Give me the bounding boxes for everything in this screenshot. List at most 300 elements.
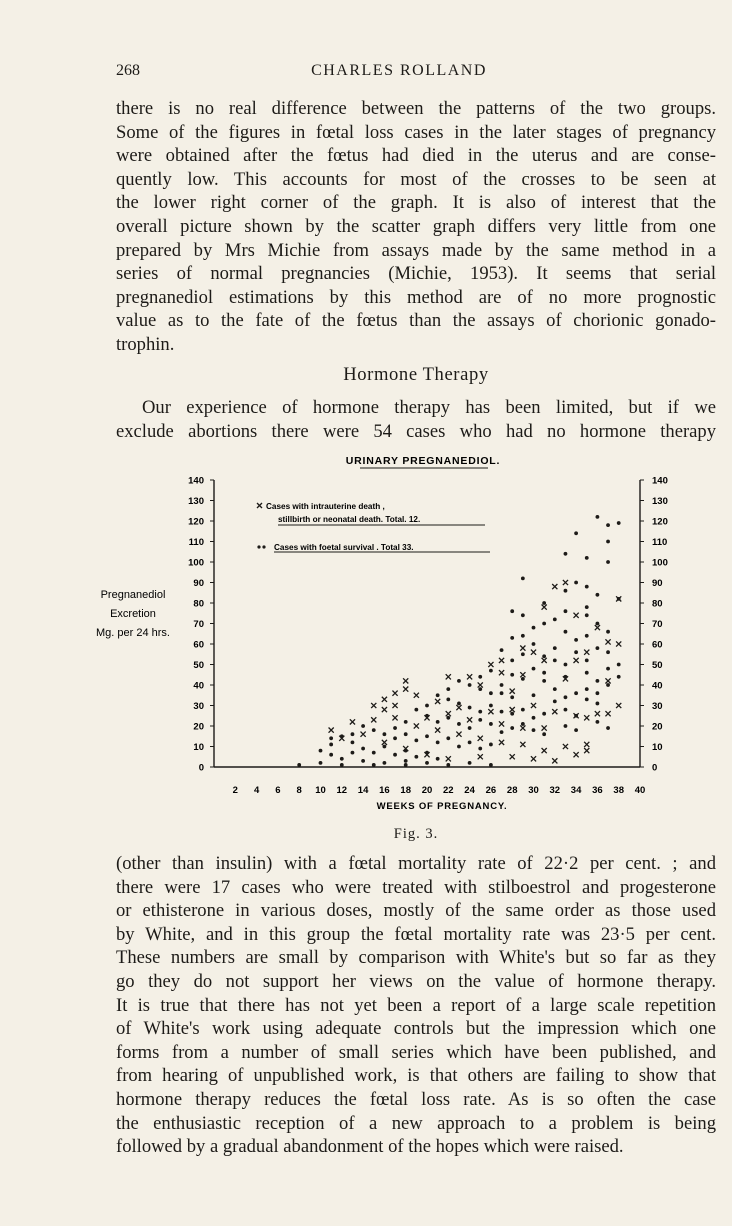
scatter-cross (361, 732, 366, 737)
scatter-dot (585, 605, 589, 609)
text-line: of White's work using adequate controls but the impression which one (116, 1018, 716, 1040)
scatter-cross (478, 682, 483, 687)
scatter-dot (436, 693, 440, 697)
scatter-cross (403, 687, 408, 692)
scatter-dot (361, 747, 365, 751)
scatter-cross (520, 672, 525, 677)
scatter-dot (340, 757, 344, 761)
y-tick-label: 130 (188, 496, 204, 507)
x-tick-label: 20 (421, 785, 433, 796)
scatter-dot (574, 650, 578, 654)
scatter-cross (446, 674, 451, 679)
scatter-dot (361, 759, 365, 763)
scatter-cross (584, 748, 589, 753)
scatter-cross (542, 605, 547, 610)
scatter-dot (553, 659, 557, 663)
y-axis-label-line: Pregnanediol (100, 589, 166, 601)
scatter-dot (361, 724, 365, 728)
scatter-cross (520, 742, 525, 747)
scatter-cross (563, 580, 568, 585)
scatter-dot (489, 691, 493, 695)
x-tick-label: 18 (400, 785, 411, 796)
scatter-dot (457, 679, 461, 683)
scatter-dot (446, 687, 450, 691)
x-tick-label: 28 (506, 785, 518, 796)
scatter-cross (552, 584, 557, 589)
text-line: were obtained after the fœtus had died in the uterus and are conse- (116, 145, 716, 167)
scatter-cross (456, 705, 461, 710)
legend-label-crosses: Cases with intrauterine death , (266, 502, 385, 511)
paragraph-1 (116, 97, 716, 357)
scatter-dot (532, 642, 536, 646)
x-axis-label: WEEKS OF PREGNANCY. (376, 801, 508, 812)
scatter-dot (489, 722, 493, 726)
paragraph-2 (116, 396, 716, 443)
x-tick-group (233, 785, 646, 796)
scatter-dot (478, 710, 482, 714)
scatter-dot (553, 646, 557, 650)
scatter-cross (552, 709, 557, 714)
scatter-dot (542, 732, 546, 736)
x-tick-label: 10 (315, 785, 326, 796)
legend-dot-icon (262, 545, 265, 548)
scatter-cross (467, 674, 472, 679)
scatter-dot (606, 630, 610, 634)
x-tick-label: 24 (464, 785, 475, 796)
scatter-dot (564, 589, 568, 593)
scatter-cross (446, 756, 451, 761)
scatter-dot (574, 691, 578, 695)
scatter-dot (585, 687, 589, 691)
scatter-cross (510, 754, 515, 759)
scatter-dot (532, 626, 536, 630)
y-tick-label: 10 (652, 742, 663, 753)
scatter-cross (584, 715, 589, 720)
scatter-dot (574, 531, 578, 535)
scatter-dot (564, 695, 568, 699)
scatter-dot (457, 702, 461, 706)
scatter-dot (510, 673, 514, 677)
scatter-dot (564, 708, 568, 712)
scatter-cross (329, 728, 334, 733)
legend-dot-icon (257, 545, 260, 548)
scatter-cross (520, 725, 525, 730)
x-tick-label: 36 (592, 785, 603, 796)
y-tick-label: 140 (188, 475, 204, 487)
page-number: 268 (116, 62, 140, 79)
scatter-dot (564, 630, 568, 634)
scatter-dot (510, 726, 514, 730)
scatter-cross (350, 719, 355, 724)
scatter-dot (596, 515, 600, 519)
scatter-cross (488, 662, 493, 667)
text-line: Our experience of hormone therapy has been limited, but if we (142, 397, 716, 418)
scatter-dot (457, 745, 461, 749)
scatter-dot (446, 736, 450, 740)
scatter-dot (489, 669, 493, 673)
scatter-dot (596, 593, 600, 597)
series-survival (297, 515, 620, 767)
scatter-dot (383, 745, 387, 749)
y-tick-label: 70 (652, 619, 663, 630)
x-tick-label: 12 (336, 785, 348, 796)
text-line: trophin. (116, 333, 175, 355)
x-tick-label: 30 (528, 785, 539, 796)
scatter-cross (435, 728, 440, 733)
scatter-dot (585, 613, 589, 617)
text-line: forms from a number of small series which have been published, and (116, 1041, 716, 1063)
scatter-dot (446, 697, 450, 701)
scatter-cross (371, 703, 376, 708)
y-tick-label: 0 (198, 762, 204, 774)
scatter-dot (446, 716, 450, 720)
scatter-dot (457, 722, 461, 726)
scatter-chart (0, 448, 732, 820)
text-line: the lower right corner of the graph. It is also of interest that the (116, 192, 716, 214)
y-axis-label-line: Excretion (110, 608, 156, 620)
scatter-cross (616, 703, 621, 708)
scatter-dot (606, 667, 610, 671)
text-line: from hearing of unpublished work, is that others are failing to show that (116, 1065, 716, 1087)
scatter-cross (605, 711, 610, 716)
scatter-dot (393, 726, 397, 730)
scatter-dot (596, 646, 600, 650)
scatter-dot (478, 747, 482, 751)
scatter-dot (606, 683, 610, 687)
x-tick-label: 2 (232, 785, 238, 796)
scatter-dot (564, 552, 568, 556)
y-tick-label: 60 (193, 639, 204, 651)
y-tick-label: 90 (652, 578, 663, 589)
y-tick-label: 110 (188, 537, 204, 548)
text-line: by White, and in this group the fœtal mortality rate was 23·5 per cent. (116, 923, 716, 945)
scatter-dot (372, 728, 376, 732)
scatter-cross (414, 693, 419, 698)
scatter-dot (510, 609, 514, 613)
scatter-dot (574, 728, 578, 732)
scatter-cross (531, 756, 536, 761)
scatter-dot (478, 718, 482, 722)
scatter-cross (499, 721, 504, 726)
scatter-cross (595, 711, 600, 716)
scatter-dot (542, 654, 546, 658)
scatter-dot (489, 704, 493, 708)
scatter-dot (404, 763, 408, 767)
section-heading: Hormone Therapy (343, 364, 489, 385)
scatter-cross (403, 678, 408, 683)
scatter-dot (468, 761, 472, 765)
scatter-dot (500, 710, 504, 714)
scatter-cross (499, 658, 504, 663)
scatter-dot (532, 728, 536, 732)
scatter-dot (372, 763, 376, 767)
scatter-cross (531, 650, 536, 655)
text-line: Some of the figures in fœtal loss cases in the later stages of pregnancy (116, 121, 716, 143)
scatter-dot (521, 652, 525, 656)
y-tick-label: 110 (652, 537, 668, 548)
scatter-dot (542, 712, 546, 716)
y-tick-label: 40 (193, 680, 204, 692)
scatter-cross (510, 689, 515, 694)
y-tick-label: 70 (193, 619, 204, 630)
scatter-dot (436, 720, 440, 724)
scatter-dot (542, 679, 546, 683)
series-loss (329, 580, 622, 764)
scatter-dot (372, 751, 376, 755)
scatter-cross (574, 752, 579, 757)
scatter-dot (574, 638, 578, 642)
text-line: These numbers are small by comparison with White's but so far as they (116, 947, 716, 969)
scatter-cross (510, 707, 515, 712)
legend-label-dots: Cases with foetal survival . Total 33. (274, 543, 414, 552)
y-tick-label: 20 (652, 721, 663, 733)
x-tick-label: 22 (443, 785, 454, 796)
text-line: value as to the fate of the fœtus than the assays of chorionic gonado- (116, 310, 716, 332)
scatter-cross (574, 613, 579, 618)
scatter-cross (478, 754, 483, 759)
text-line: there is no real difference between the patterns of the two groups. (116, 98, 716, 119)
scatter-cross (392, 703, 397, 708)
scatter-dot (521, 708, 525, 712)
scatter-dot (617, 663, 621, 667)
scatter-dot (436, 757, 440, 761)
x-tick-label: 4 (253, 785, 260, 796)
scatter-dot (564, 724, 568, 728)
scatter-cross (542, 658, 547, 663)
running-head: CHARLES ROLLAND (311, 62, 487, 79)
x-tick-label: 8 (296, 785, 302, 796)
scatter-dot (617, 675, 621, 679)
text-line: series of normal pregnancies (Michie, 1953). It seems that serial (116, 263, 716, 285)
y-tick-label: 140 (652, 475, 668, 487)
scatter-cross (531, 703, 536, 708)
scatter-cross (382, 740, 387, 745)
y-tick-label: 80 (193, 598, 204, 610)
y-tick-label: 120 (652, 516, 668, 528)
scatter-dot (351, 751, 355, 755)
text-line: go they do not support her views on the value of hormone therapy. (116, 970, 716, 992)
scatter-cross (467, 717, 472, 722)
scatter-dot (446, 763, 450, 767)
figure-caption: Fig. 3. (393, 826, 439, 842)
scatter-dot (596, 679, 600, 683)
scatter-dot (574, 581, 578, 585)
y-tick-label: 130 (652, 496, 668, 507)
scatter-dot (553, 687, 557, 691)
text-line: quently low. This accounts for most of the crosses to be seen at (116, 168, 716, 190)
scatter-dot (404, 732, 408, 736)
scatter-dot (521, 613, 525, 617)
scatter-dot (383, 732, 387, 736)
scatter-cross (552, 758, 557, 763)
scatter-dot (319, 761, 323, 765)
scatter-dot (351, 732, 355, 736)
scatter-cross (382, 697, 387, 702)
scatter-cross (605, 639, 610, 644)
scatter-cross (499, 740, 504, 745)
scatter-dot (297, 763, 301, 767)
y-tick-label: 20 (193, 721, 204, 733)
scatter-dot (329, 743, 333, 747)
scatter-figure (0, 448, 732, 820)
scatter-dot (500, 683, 504, 687)
text-line: hormone therapy reduces the fœtal loss rate. As is so often the case (116, 1088, 716, 1110)
x-tick-label: 34 (570, 785, 582, 796)
scatter-cross (414, 723, 419, 728)
y-tick-label: 30 (652, 701, 663, 712)
scatter-dot (521, 722, 525, 726)
scatter-dot (606, 560, 610, 564)
scatter-dot (596, 720, 600, 724)
scatter-cross (392, 715, 397, 720)
scatter-dot (606, 650, 610, 654)
scatter-cross (392, 691, 397, 696)
scatter-dot (414, 755, 418, 759)
scatter-dot (329, 753, 333, 757)
page-header (116, 62, 682, 86)
scatter-dot (521, 677, 525, 681)
scatter-dot (414, 708, 418, 712)
x-tick-label: 32 (549, 785, 561, 796)
scatter-dot (510, 712, 514, 716)
x-tick-label: 16 (379, 785, 390, 796)
chart-title: URINARY PREGNANEDIOL. (345, 455, 501, 467)
x-tick-label: 38 (613, 785, 624, 796)
scatter-dot (542, 671, 546, 675)
scatter-dot (596, 622, 600, 626)
scatter-cross (542, 725, 547, 730)
scatter-cross (499, 670, 504, 675)
scatter-dot (393, 736, 397, 740)
scatter-dot (425, 734, 429, 738)
scatter-dot (489, 743, 493, 747)
scatter-cross (435, 699, 440, 704)
scatter-dot (404, 759, 408, 763)
y-tick-label: 120 (188, 516, 204, 528)
scatter-cross (595, 625, 600, 630)
scatter-dot (564, 609, 568, 613)
scatter-cross (456, 732, 461, 737)
y-axis-label-line: Mg. per 24 hrs. (96, 627, 170, 639)
y-tick-label: 0 (652, 762, 658, 774)
scatter-cross (446, 711, 451, 716)
text-line: exclude abortions there were 54 cases who had no hormone therapy (116, 420, 716, 442)
scatter-dot (468, 726, 472, 730)
scatter-dot (404, 720, 408, 724)
scatter-dot (596, 702, 600, 706)
y-tick-label: 50 (193, 660, 204, 671)
scatter-dot (585, 585, 589, 589)
y-tick-label: 10 (193, 742, 204, 753)
scatter-dot (585, 671, 589, 675)
scatter-dot (564, 663, 568, 667)
text-line: overall picture shown by the scatter graph differs very little from one (116, 215, 716, 237)
scatter-dot (532, 716, 536, 720)
scatter-dot (500, 691, 504, 695)
y-tick-label: 80 (652, 598, 663, 610)
y-tick-label: 100 (652, 557, 668, 569)
scatter-cross (616, 641, 621, 646)
scatter-cross (382, 707, 387, 712)
scatter-dot (596, 691, 600, 695)
paragraph-3 (116, 852, 716, 1159)
text-line: (other than insulin) with a fœtal mortality rate of 22·2 per cent. ; and (116, 853, 716, 874)
scatter-dot (393, 753, 397, 757)
scatter-dot (617, 521, 621, 525)
scatter-dot (425, 704, 429, 708)
y-tick-label: 30 (193, 701, 204, 712)
legend-cross-icon (257, 503, 262, 508)
scatter-dot (521, 634, 525, 638)
scatter-dot (468, 683, 472, 687)
scatter-cross (478, 736, 483, 741)
text-line: pregnanediol estimations by this method are of no more prognostic (116, 286, 716, 308)
scatter-cross (605, 678, 610, 683)
scatter-dot (468, 741, 472, 745)
scatter-dot (478, 675, 482, 679)
scatter-cross (584, 742, 589, 747)
scatter-dot (383, 761, 387, 765)
legend (257, 502, 490, 552)
scatter-cross (520, 646, 525, 651)
scatter-dot (436, 741, 440, 745)
text-line: or ethisterone in various doses, mostly of the same order as those used (116, 900, 716, 922)
text-line: It is true that there has not yet been a report of a large scale repetition (116, 994, 716, 1016)
y-tick-label: 50 (652, 660, 663, 671)
y-tick-label: 90 (193, 578, 204, 589)
x-tick-label: 14 (357, 785, 369, 796)
x-tick-label: 6 (275, 785, 281, 796)
scatter-cross (542, 748, 547, 753)
scatter-dot (585, 697, 589, 701)
scatter-dot (521, 577, 525, 581)
scatter-dot (468, 706, 472, 710)
scatter-dot (553, 618, 557, 622)
scatter-cross (574, 658, 579, 663)
scatter-dot (532, 667, 536, 671)
y-tick-label: 40 (652, 680, 663, 692)
x-tick-label: 40 (634, 785, 646, 796)
scatter-dot (510, 695, 514, 699)
scatter-dot (478, 687, 482, 691)
scatter-dot (340, 763, 344, 767)
scatter-cross (371, 717, 376, 722)
scatter-dot (510, 659, 514, 663)
x-tick-label: 26 (485, 785, 497, 796)
text-line: there were 17 cases who were treated with stilboestrol and progesterone (116, 876, 716, 898)
scatter-dot (606, 540, 610, 544)
scatter-cross (563, 744, 568, 749)
scatter-dot (585, 659, 589, 663)
text-line: the enthusiastic reception of a new approach to a problem is being (116, 1112, 716, 1134)
scatter-cross (584, 650, 589, 655)
scatter-dot (414, 738, 418, 742)
scatter-dot (553, 700, 557, 704)
y-tick-label: 100 (188, 557, 204, 569)
text-line: followed by a gradual abandonment of the hopes which were raised. (116, 1136, 624, 1158)
scatter-dot (585, 634, 589, 638)
scatter-dot (329, 736, 333, 740)
scatter-dot (425, 761, 429, 765)
scatter-dot (500, 648, 504, 652)
legend-label-crosses: stillbirth or neonatal death. Total. 12. (278, 515, 421, 524)
scatter-dot (510, 636, 514, 640)
text-line: prepared by Mrs Michie from assays made by the same method in a (116, 239, 716, 261)
scatter-dot (351, 741, 355, 745)
scatter-dot (542, 622, 546, 626)
scatter-dot (532, 693, 536, 697)
scatter-dot (606, 523, 610, 527)
